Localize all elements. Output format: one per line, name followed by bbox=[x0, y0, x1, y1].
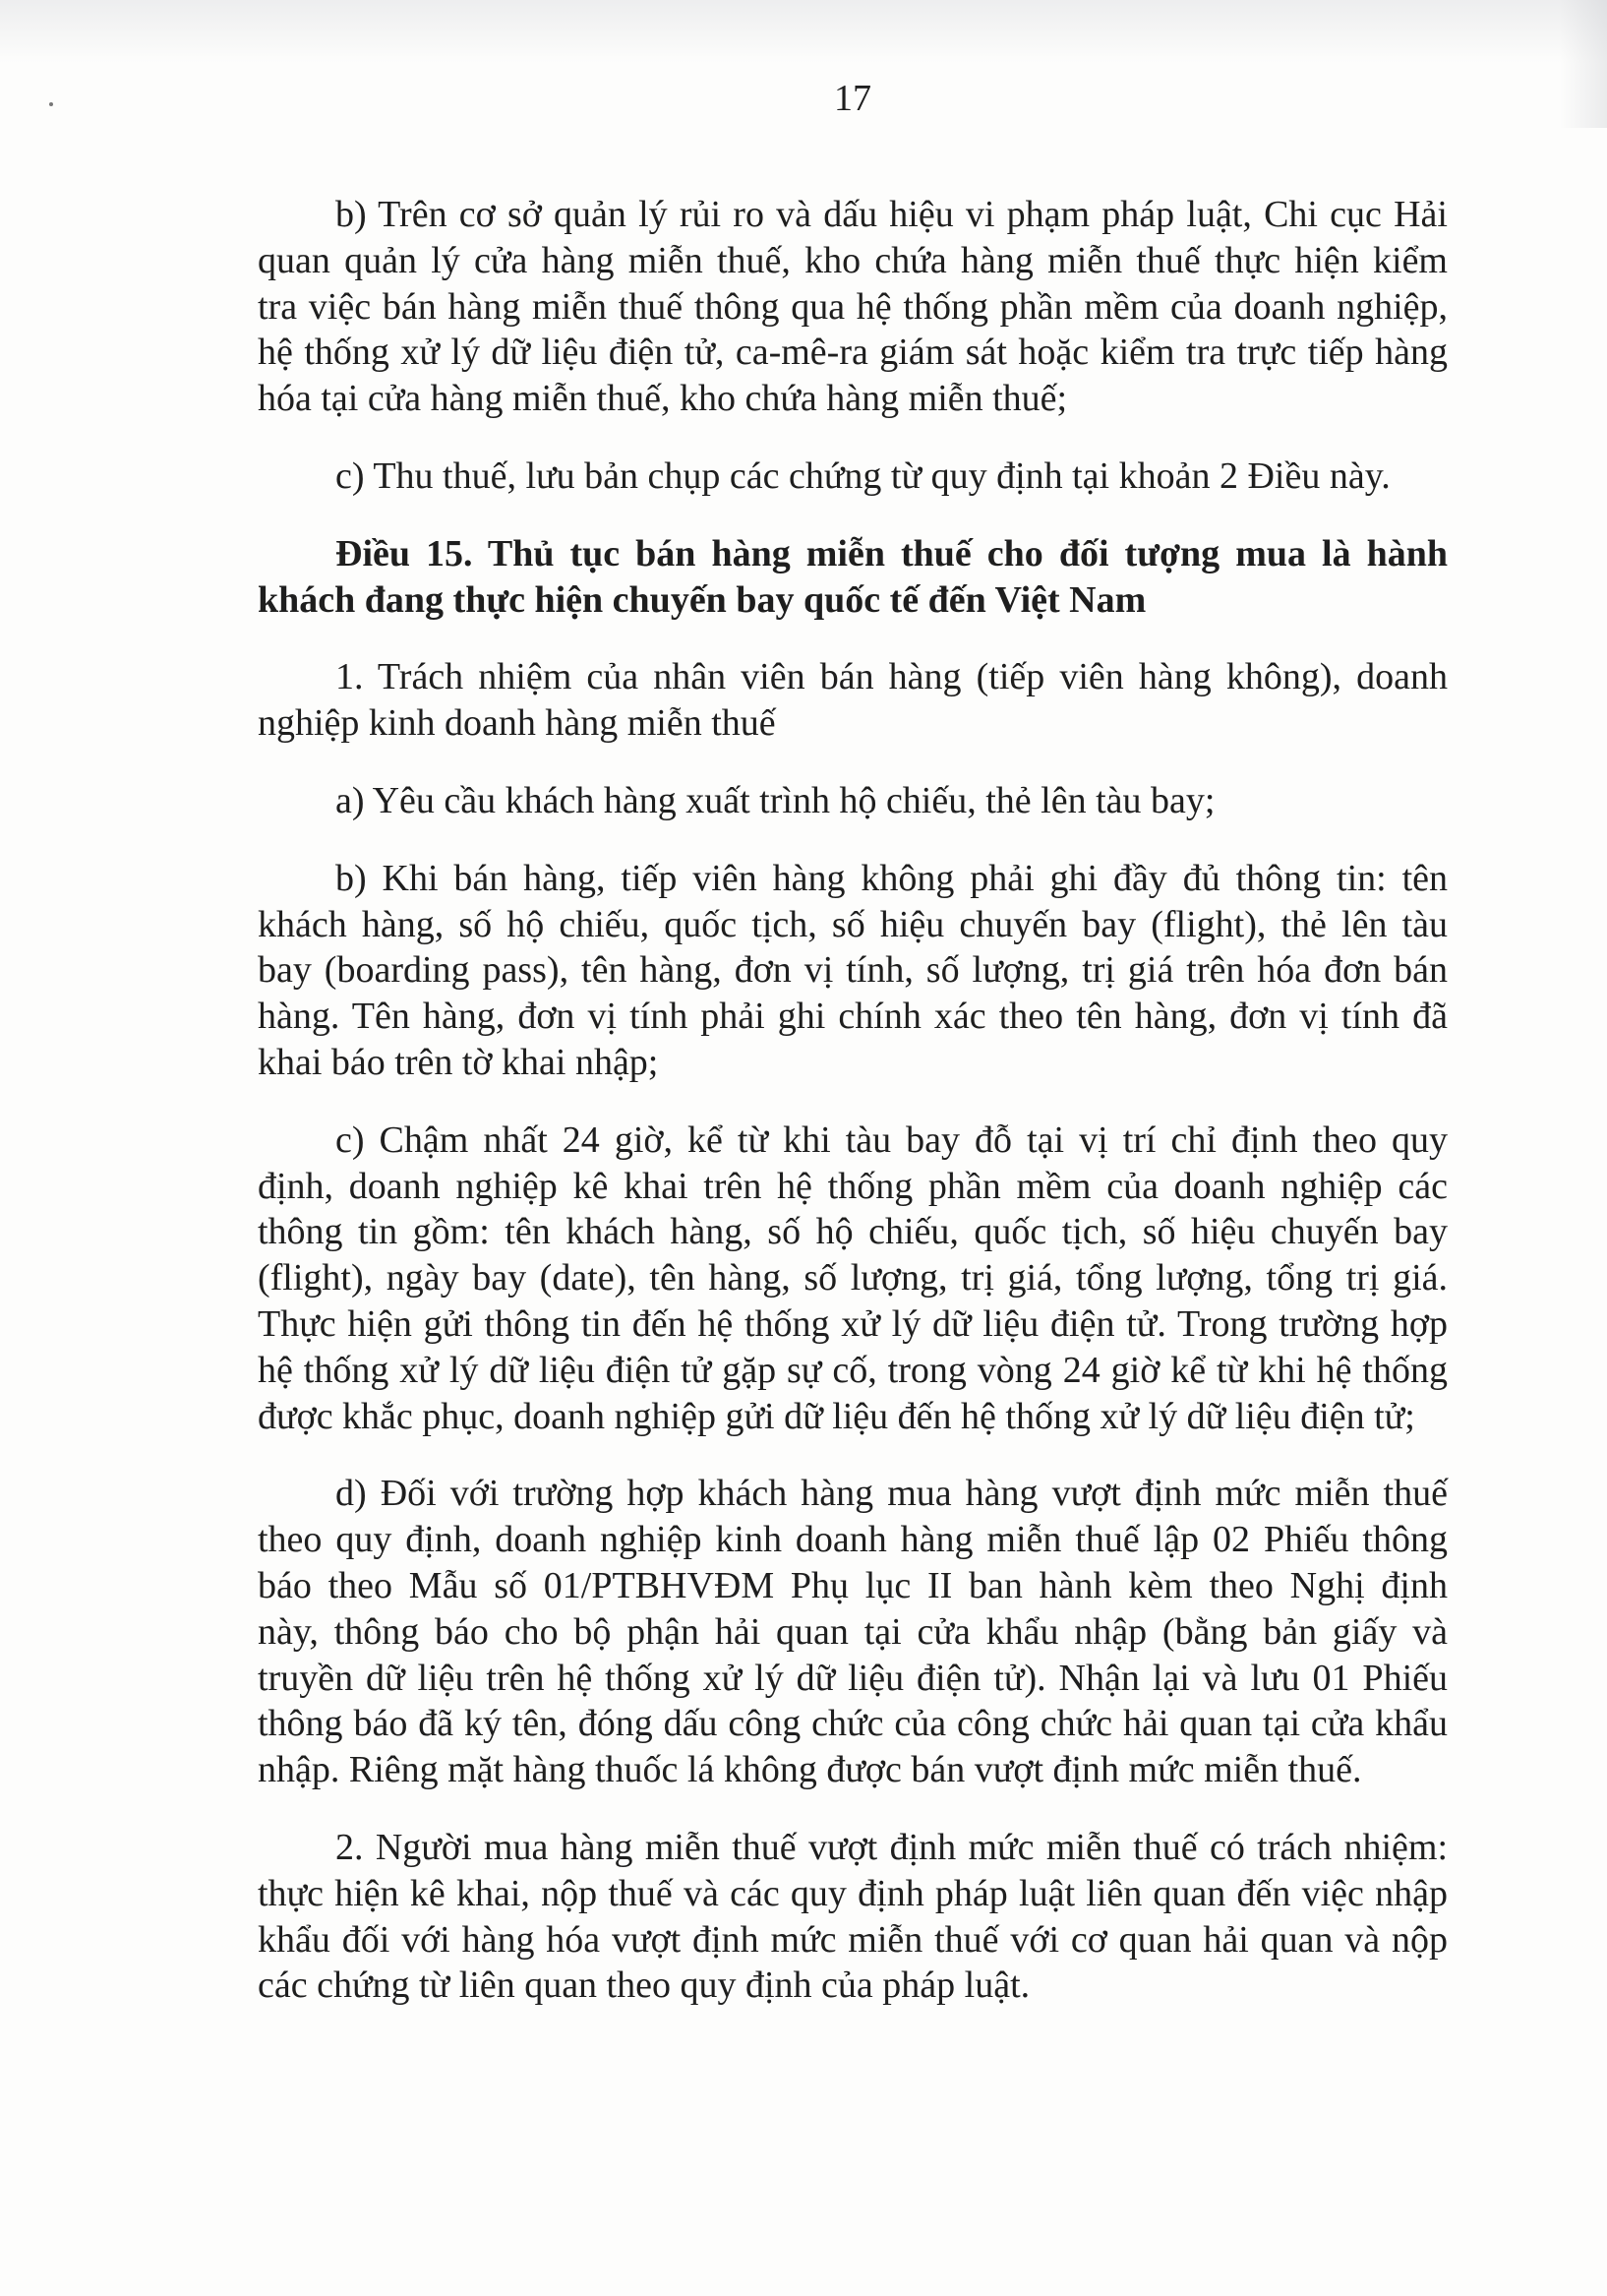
paragraph-line: hóa tại cửa hàng miễn thuế, kho chứa hàng miễn thuế; bbox=[258, 378, 1068, 420]
paragraph-item-1a-documents bbox=[258, 778, 1448, 824]
paragraph-line: hệ thống xử lý dữ liệu điện tử, ca-mê-ra giám sát hoặc kiểm tra trực tiếp hàng bbox=[258, 332, 1448, 374]
scan-shadow-right bbox=[1560, 0, 1607, 128]
paragraph-line: khai báo trên tờ khai nhập; bbox=[258, 1041, 659, 1083]
paragraph-line: (flight), ngày bay (date), tên hàng, số lượng, trị giá, tổng lượng, tổng trị giá. bbox=[258, 1257, 1448, 1299]
paragraph-line: hàng. Tên hàng, đơn vị tính phải ghi chính xác theo tên hàng, đơn vị tính đã bbox=[258, 996, 1448, 1038]
paragraph-line: định, doanh nghiệp kê khai trên hệ thống phần mềm của doanh nghiệp các bbox=[258, 1165, 1448, 1207]
paragraph-line: khách hàng, số hộ chiếu, quốc tịch, số hiệu chuyến bay (flight), thẻ lên tàu bbox=[258, 903, 1448, 945]
paragraph-line: 1. Trách nhiệm của nhân viên bán hàng (tiếp viên hàng không), doanh bbox=[335, 656, 1448, 698]
paragraph-clause-b-inspection bbox=[258, 192, 1448, 422]
document-body bbox=[258, 192, 1448, 2040]
paragraph-item-1b-sales-info bbox=[258, 856, 1448, 1086]
paragraph-line: b) Khi bán hàng, tiếp viên hàng không phải ghi đầy đủ thông tin: tên bbox=[335, 857, 1448, 899]
heading-line: khách đang thực hiện chuyến bay quốc tế đến Việt Nam bbox=[258, 578, 1147, 621]
paragraph-line: thực hiện kê khai, nộp thuế và các quy định pháp luật liên quan đến việc nhập bbox=[258, 1872, 1448, 1914]
paragraph-line: bay (boarding pass), tên hàng, đơn vị tính, số lượng, trị giá trên hóa đơn bán bbox=[258, 949, 1448, 992]
paragraph-line: quan quản lý cửa hàng miễn thuế, kho chứa hàng miễn thuế thực hiện kiểm bbox=[258, 239, 1448, 281]
paragraph-line: thông báo đã ký tên, đóng dấu công chức của công chức hải quan tại cửa khẩu bbox=[258, 1703, 1448, 1745]
paragraph-item-1c-declaration bbox=[258, 1118, 1448, 1440]
paragraph-line: truyền dữ liệu trên hệ thống xử lý dữ liệu điện tử). Nhận lại và lưu 01 Phiếu bbox=[258, 1657, 1448, 1699]
paragraph-clause-c-tax bbox=[258, 453, 1448, 500]
paragraph-line: báo theo Mẫu số 01/PTBHVĐM Phụ lục II ban hành kèm theo Nghị định bbox=[258, 1564, 1448, 1606]
paragraph-line: c) Chậm nhất 24 giờ, kể từ khi tàu bay đỗ tại vị trí chỉ định theo quy bbox=[335, 1118, 1448, 1161]
paragraph-line: b) Trên cơ sở quản lý rủi ro và dấu hiệu vi phạm pháp luật, Chi cục Hải bbox=[335, 194, 1448, 235]
paragraph-line: nhập. Riêng mặt hàng thuốc lá không được bán vượt định mức miễn thuế. bbox=[258, 1749, 1362, 1791]
paragraph-line: 2. Người mua hàng miễn thuế vượt định mức miễn thuế có trách nhiệm: bbox=[335, 1826, 1448, 1868]
paragraph-line: Thực hiện gửi thông tin đến hệ thống xử lý dữ liệu điện tử. Trong trường hợp bbox=[258, 1302, 1448, 1345]
paragraph-line: d) Đối với trường hợp khách hàng mua hàng vượt định mức miễn thuế bbox=[335, 1473, 1448, 1515]
scan-shadow-top bbox=[0, 0, 1607, 63]
paragraph-line: a) Yêu cầu khách hàng xuất trình hộ chiếu, thẻ lên tàu bay; bbox=[335, 779, 1216, 821]
paragraph-item-2-buyer-obligation bbox=[258, 1825, 1448, 2009]
paragraph-line: khẩu đối với hàng hóa vượt định mức miễn thuế với cơ quan hải quan và nộp bbox=[258, 1918, 1448, 1961]
heading-line: Điều 15. Thủ tục bán hàng miễn thuế cho đối tượng mua là hành bbox=[335, 532, 1448, 574]
article-15-heading bbox=[258, 531, 1448, 624]
paragraph-line: tra việc bán hàng miễn thuế thông qua hệ thống phần mềm của doanh nghiệp, bbox=[258, 285, 1448, 328]
paragraph-line: c) Thu thuế, lưu bản chụp các chứng từ quy định tại khoản 2 Điều này. bbox=[335, 454, 1391, 497]
scan-dust-dot bbox=[49, 102, 53, 106]
paragraph-line: thông tin gồm: tên khách hàng, số hộ chiếu, quốc tịch, số hiệu chuyến bay bbox=[258, 1211, 1448, 1253]
paragraph-line: theo quy định, doanh nghiệp kinh doanh hàng miễn thuế lập 02 Phiếu thông bbox=[258, 1519, 1448, 1561]
paragraph-item-1-responsibility bbox=[258, 654, 1448, 747]
paragraph-item-1d-excess-quota bbox=[258, 1471, 1448, 1793]
page-number: 17 bbox=[834, 78, 871, 119]
paragraph-line: các chứng từ liên quan theo quy định của pháp luật. bbox=[258, 1964, 1031, 2007]
paragraph-line: nghiệp kinh doanh hàng miễn thuế bbox=[258, 702, 776, 745]
paragraph-line: này, thông báo cho bộ phận hải quan tại cửa khẩu nhập (bằng bản giấy và bbox=[258, 1610, 1448, 1653]
paragraph-line: được khắc phục, doanh nghiệp gửi dữ liệu đến hệ thống xử lý dữ liệu điện tử; bbox=[258, 1395, 1415, 1437]
paragraph-line: hệ thống xử lý dữ liệu điện tử gặp sự cố, trong vòng 24 giờ kể từ khi hệ thống bbox=[258, 1349, 1448, 1391]
